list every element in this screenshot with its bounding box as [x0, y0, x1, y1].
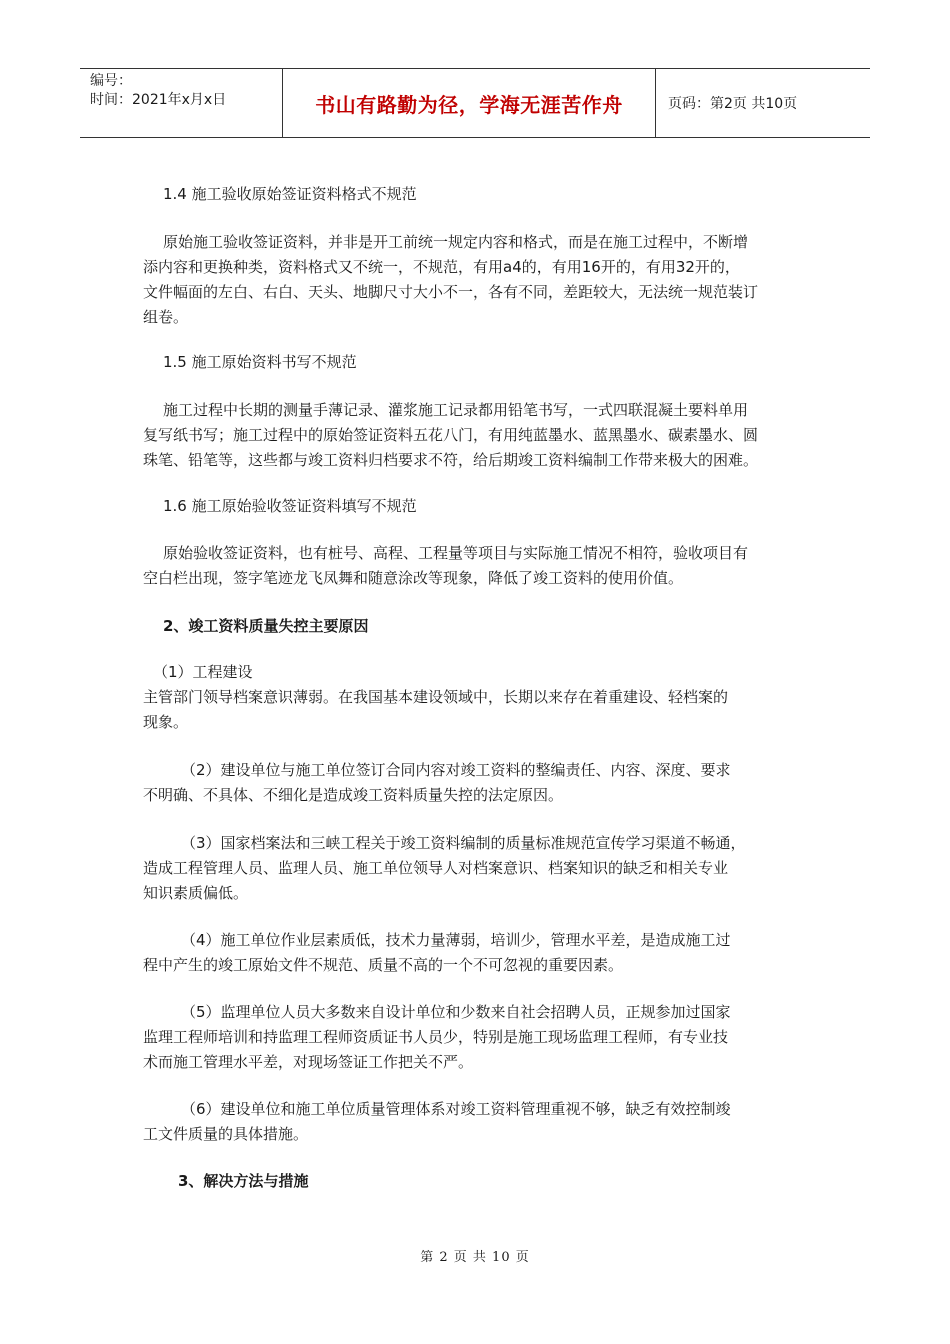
cause-3 [143, 831, 823, 906]
paragraph-line: 术而施工管理水平差，对现场签证工作把关不严。 [143, 1053, 474, 1071]
paragraph-line: （4）施工单位作业层素质低，技术力量薄弱，培训少，管理水平差，是造成施工过 [181, 931, 731, 949]
paragraph-1-6 [143, 541, 823, 591]
paragraph-line: 原始施工验收签证资料，并非是开工前统一规定内容和格式，而是在施工过程中，不断增 [163, 233, 749, 251]
paragraph-line: 珠笔、铅笔等，这些都与竣工资料归档要求不符，给后期竣工资料编制工作带来极大的困难。 [143, 451, 759, 469]
header-motto-cell [283, 69, 656, 137]
paragraph-line: （6）建设单位和施工单位质量管理体系对竣工资料管理重视不够，缺乏有效控制竣 [181, 1100, 731, 1118]
paragraph-line: 添内容和更换种类，资料格式又不统一，不规范，有用a4的，有用16开的，有用32开的， [143, 258, 740, 276]
paragraph-line: 程中产生的竣工原始文件不规范、质量不高的一个不可忽视的重要因素。 [143, 956, 624, 974]
paragraph-line: 空白栏出现，签字笔迹龙飞凤舞和随意涂改等现象，降低了竣工资料的使用价值。 [143, 569, 684, 587]
cause-6 [143, 1097, 823, 1147]
page-footer: 第 2 页 共 10 页 [420, 1250, 530, 1265]
paragraph-line: （5）监理单位人员大多数来自设计单位和少数来自社会招聘人员，正规参加过国家 [181, 1003, 731, 1021]
cause-1 [143, 685, 823, 735]
section-heading-1-4: 1.4 施工验收原始签证资料格式不规范 [163, 185, 417, 203]
paragraph-line: 原始验收签证资料，也有桩号、高程、工程量等项目与实际施工情况不相符，验收项目有 [163, 544, 749, 562]
paragraph-line: （3）国家档案法和三峡工程关于竣工资料编制的质量标准规范宣传学习渠道不畅通， [181, 834, 746, 852]
paragraph-line: 施工过程中长期的测量手薄记录、灌浆施工记录都用铅笔书写，一式四联混凝土要料单用 [163, 401, 749, 419]
paragraph-1-4 [143, 230, 823, 330]
paragraph-line: 文件幅面的左白、右白、天头、地脚尺寸大小不一，各有不同，差距较大，无法统一规范装订 [143, 283, 759, 301]
section-heading-2: 2、竣工资料质量失控主要原因 [163, 617, 369, 635]
header-page-info [656, 69, 870, 137]
header-meta [80, 69, 283, 137]
section-heading-1-6: 1.6 施工原始验收签证资料填写不规范 [163, 497, 417, 515]
cause-5 [143, 1000, 823, 1075]
paragraph-line: 监理工程师培训和持监理工程师资质证书人员少，特别是施工现场监理工程师，有专业技 [143, 1028, 729, 1046]
paragraph-line: 组卷。 [143, 308, 189, 326]
paragraph-line: 知识素质偏低。 [143, 884, 249, 902]
paragraph-line: 复写纸书写；施工过程中的原始签证资料五花八门，有用纯蓝墨水、蓝黑墨水、碳素墨水、圆 [143, 426, 759, 444]
cause-4 [143, 928, 823, 978]
paragraph-line: 主管部门领导档案意识薄弱。在我国基本建设领域中，长期以来存在着重建设、轻档案的 [143, 688, 729, 706]
page-info-text: 页码：第2页 共10页 [668, 96, 798, 112]
paragraph-line: 工文件质量的具体措施。 [143, 1125, 309, 1143]
cause-2 [143, 758, 823, 808]
paragraph-line: 不明确、不具体、不细化是造成竣工资料质量失控的法定原因。 [143, 786, 564, 804]
paragraph-line: 造成工程管理人员、监理人员、施工单位领导人对档案意识、档案知识的缺乏和相关专业 [143, 859, 729, 877]
document-time: 时间：2021年x月x日 [90, 92, 227, 108]
document-number-label: 编号： [90, 73, 132, 89]
section-heading-1-5: 1.5 施工原始资料书写不规范 [163, 353, 357, 371]
cause-1-title: （1）工程建设 [153, 663, 253, 681]
page-header [80, 68, 870, 138]
section-heading-3: 3、解决方法与措施 [178, 1172, 309, 1190]
header-motto: 书山有路勤为径，学海无涯苦作舟 [315, 92, 623, 117]
paragraph-1-5 [143, 398, 823, 473]
paragraph-line: 现象。 [143, 713, 189, 731]
paragraph-line: （2）建设单位与施工单位签订合同内容对竣工资料的整编责任、内容、深度、要求 [181, 761, 731, 779]
